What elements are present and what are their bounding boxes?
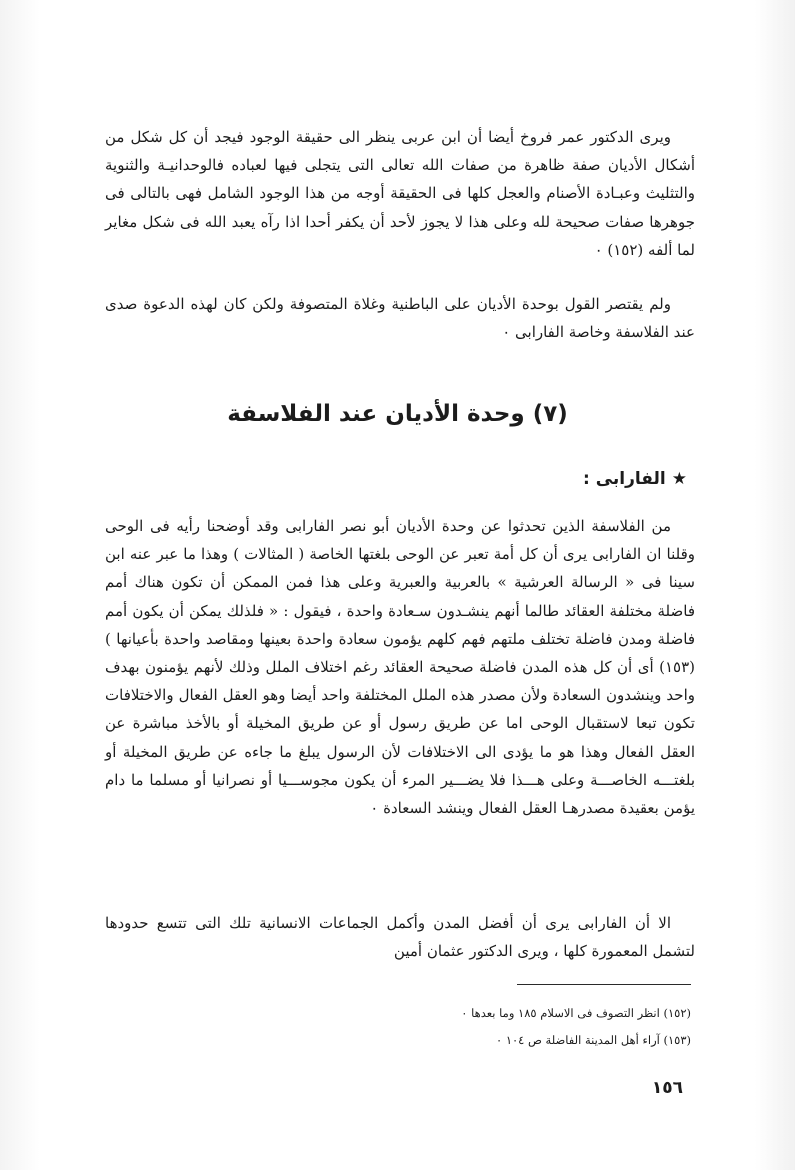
subheading-farabi bbox=[583, 466, 687, 492]
paragraph-farabi: من الفلاسفة الذين تحدثوا عن وحدة الأديان أبو نصر الفارابى وقد أوضحنا رأيه فى الوحى وقلنا ان الفارابى يرى أن كل أمة تعبر عن الوحى بلغتها الخاصة ( المثالات ) وهذا ما عبر عنه ابن سينا فى « الرسالة العرشية » بالعربية والعبرية وعلى هذا فمن الممكن أن تكون هناك أمم فاضلة مختلفة العقائد طالما أنهم ينشـدون سـعادة واحدة ، فيقول : « فلذلك يمكن أن يكون أمم فاضلة ومدن فاضلة تختلف ملتهم فهم كلهم يؤمون سعادة واحدة بعينها ومقاصد واحدة بأعيانها ) (١٥٣) أى أن كل هذه المدن فاضلة صحيحة العقائد رغم اختلاف الملل وذلك لأنهم يؤمنون بهدف واحد وينشدون السعادة ولأن مصدر هذه الملل المختلفة واحد أيضا وهو العقل الفعال والاختلافات تكون تبعا لاستقبال الوحى اما عن طريق رسول أو عن طريق المخيلة أو بالأخذ مباشرة عن العقل الفعال وهذا هو ما يؤدى الى الاختلافات لأن الرسول يبلغ ما جاءه عن طريق المخيلة أو بلغتـــه الخاصـــة وعلى هـــذا فلا يضـــير المرء أن يكون مجوســـيا أو نصرانيا أو مسلما ما دام يؤمن بعقيدة مصدرهـا العقل الفعال وينشد السعادة ٠ bbox=[105, 517, 695, 818]
footnote-152: (١٥٢) انظر التصوف فى الاسلام ١٨٥ وما بعدها ٠ bbox=[461, 1006, 691, 1020]
footnote-153: (١٥٣) آراء أهل المدينة الفاضلة ص ١٠٤ ٠ bbox=[495, 1033, 691, 1047]
footnotes bbox=[271, 1000, 691, 1054]
paragraph-omar-farrukh: ويرى الدكتور عمر فروخ أيضا أن ابن عربى ينظر الى حقيقة الوجود فيجد أن كل شكل من أشكال الأديان صفة ظاهرة من صفات الله تعالى التى يتجلى فيها لعباده فالوحدانيـة والثنوية والتثليث وعبـادة الأصنام والعجل كلها فى الحقيقة أوجه من هذا الوجود الشامل فهى بالتالى فى جوهرها صفات صحيحة لله وعلى هذا لا يجوز لأحد أن يكفر أحدا اذا رآه يعبد الله فى شكل مغاير لما ألفه (١٥٢) ٠ bbox=[105, 128, 695, 259]
paragraph-closing: الا أن الفارابى يرى أن أفضل المدن وأكمل الجماعات الانسانية تلك التى تتسع حدودها لتشمل المعمورة كلها ، ويرى الدكتور عثمان أمين bbox=[105, 914, 695, 961]
star-icon: ★ bbox=[671, 469, 687, 489]
subheading-label: الفارابى : bbox=[583, 469, 666, 489]
section-heading: (٧) وحدة الأديان عند الفلاسفة bbox=[227, 401, 568, 427]
paragraph-transition: ولم يقتصر القول بوحدة الأديان على الباطنية وغلاة المتصوفة ولكن كان لهذه الدعوة صدى عند الفلاسفة وخاصة الفارابى ٠ bbox=[105, 295, 695, 342]
page-number: ١٥٦ bbox=[651, 1078, 683, 1098]
footnote-divider bbox=[517, 984, 691, 985]
